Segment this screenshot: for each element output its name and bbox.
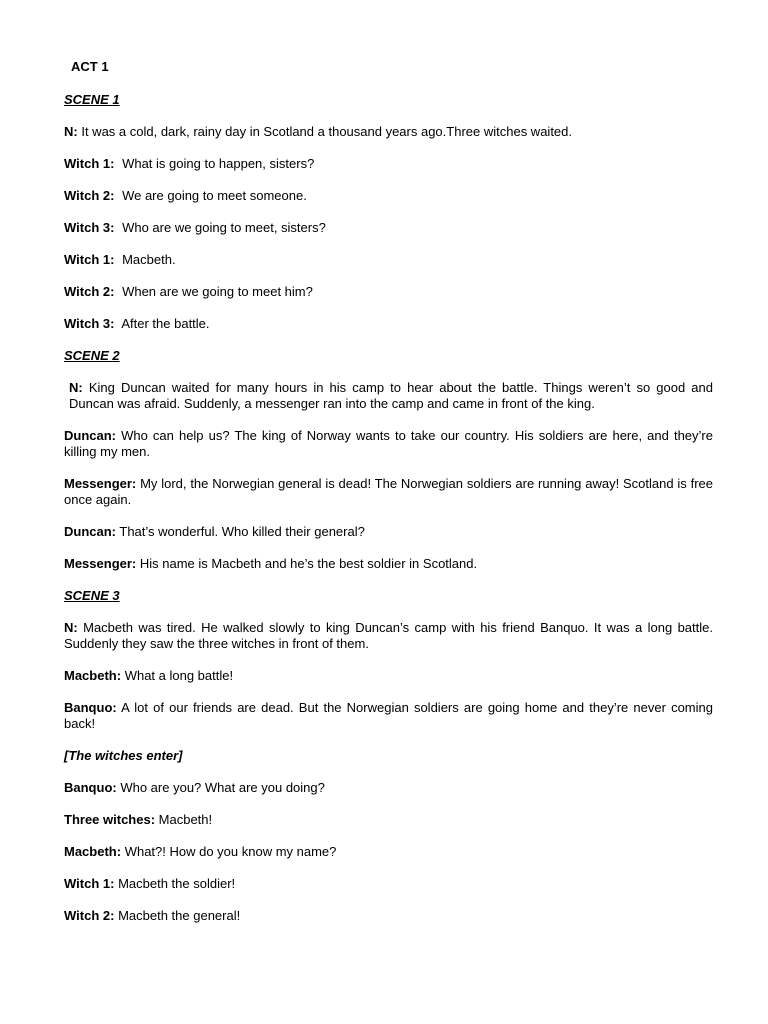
speaker-name: Three witches: [64, 812, 156, 827]
dialogue-text: Macbeth was tired. He walked slowly to king Duncan’s camp with his friend Banquo. It was a long battle. Suddenly they saw the three witches in front of them. [64, 620, 713, 651]
dialogue-text: A lot of our friends are dead. But the Norwegian soldiers are going home and they’re never coming back! [64, 700, 713, 731]
speaker-name: N: [69, 380, 83, 395]
speaker-name: Witch 3: [64, 316, 115, 331]
dialogue-line [64, 524, 713, 540]
dialogue-line [64, 844, 713, 860]
speaker-name: Messenger: [64, 556, 137, 571]
dialogue-line [64, 620, 713, 652]
speaker-name: Witch 1: [64, 156, 115, 171]
speaker-name: N: [64, 124, 78, 139]
dialogue-line [64, 284, 713, 300]
dialogue-line [64, 124, 713, 140]
speaker-name: Witch 3: [64, 220, 115, 235]
dialogue-text: My lord, the Norwegian general is dead! The Norwegian soldiers are running away! Scotland is free once again. [64, 476, 713, 507]
dialogue-line [64, 316, 713, 332]
dialogue-line [64, 252, 713, 268]
dialogue-text: What a long battle! [124, 668, 234, 683]
dialogue-line [64, 668, 713, 684]
dialogue-line [64, 380, 713, 412]
dialogue-text: King Duncan waited for many hours in his camp to hear about the battle. Things weren’t so good and Duncan was afraid. Suddenly, a messenger ran into the camp and came in front of the king. [69, 380, 713, 411]
dialogue-text: His name is Macbeth and he’s the best soldier in Scotland. [139, 556, 478, 571]
stage-direction: [The witches enter] [64, 748, 183, 763]
dialogue-text: Who are we going to meet, sisters? [122, 220, 326, 235]
dialogue-line [64, 812, 713, 828]
dialogue-line [64, 156, 713, 172]
dialogue-text: That’s wonderful. Who killed their general? [119, 524, 365, 539]
dialogue-text: What?! How do you know my name? [124, 844, 337, 859]
speaker-name: Witch 2: [64, 188, 115, 203]
dialogue-line [64, 700, 713, 732]
speaker-name: Macbeth: [64, 844, 122, 859]
dialogue-line [64, 220, 713, 236]
dialogue-text: When are we going to meet him? [122, 284, 313, 299]
dialogue-text: It was a cold, dark, rainy day in Scotland a thousand years ago.Three witches waited. [81, 124, 572, 139]
dialogue-line [64, 876, 713, 892]
dialogue-text: Macbeth the general! [118, 908, 241, 923]
dialogue-text: Macbeth! [158, 812, 213, 827]
speaker-name: N: [64, 620, 78, 635]
dialogue-text: Who can help us? The king of Norway wants to take our country. His soldiers are here, and they’re killing my men. [64, 428, 713, 459]
speaker-name: Macbeth: [64, 668, 122, 683]
dialogue-line [64, 428, 713, 460]
speaker-name: Banquo: [64, 700, 117, 715]
act-heading: ACT 1 [71, 59, 109, 74]
dialogue-line [64, 780, 713, 796]
dialogue-text: Macbeth. [122, 252, 176, 267]
speaker-name: Witch 2: [64, 908, 115, 923]
dialogue-line [64, 188, 713, 204]
dialogue-text: We are going to meet someone. [122, 188, 307, 203]
speaker-name: Witch 1: [64, 876, 115, 891]
scene-heading: SCENE 3 [64, 588, 120, 603]
dialogue-text: After the battle. [121, 316, 210, 331]
dialogue-text: What is going to happen, sisters? [122, 156, 315, 171]
dialogue-line [64, 476, 713, 508]
dialogue-text: Who are you? What are you doing? [120, 780, 325, 795]
speaker-name: Duncan: [64, 428, 116, 443]
speaker-name: Messenger: [64, 476, 137, 491]
speaker-name: Duncan: [64, 524, 116, 539]
scene-heading: SCENE 1 [64, 92, 120, 107]
dialogue-line [64, 556, 713, 572]
speaker-name: Banquo: [64, 780, 117, 795]
scene-heading: SCENE 2 [64, 348, 120, 363]
dialogue-line [64, 908, 713, 924]
speaker-name: Witch 2: [64, 284, 115, 299]
dialogue-text: Macbeth the soldier! [118, 876, 236, 891]
speaker-name: Witch 1: [64, 252, 115, 267]
